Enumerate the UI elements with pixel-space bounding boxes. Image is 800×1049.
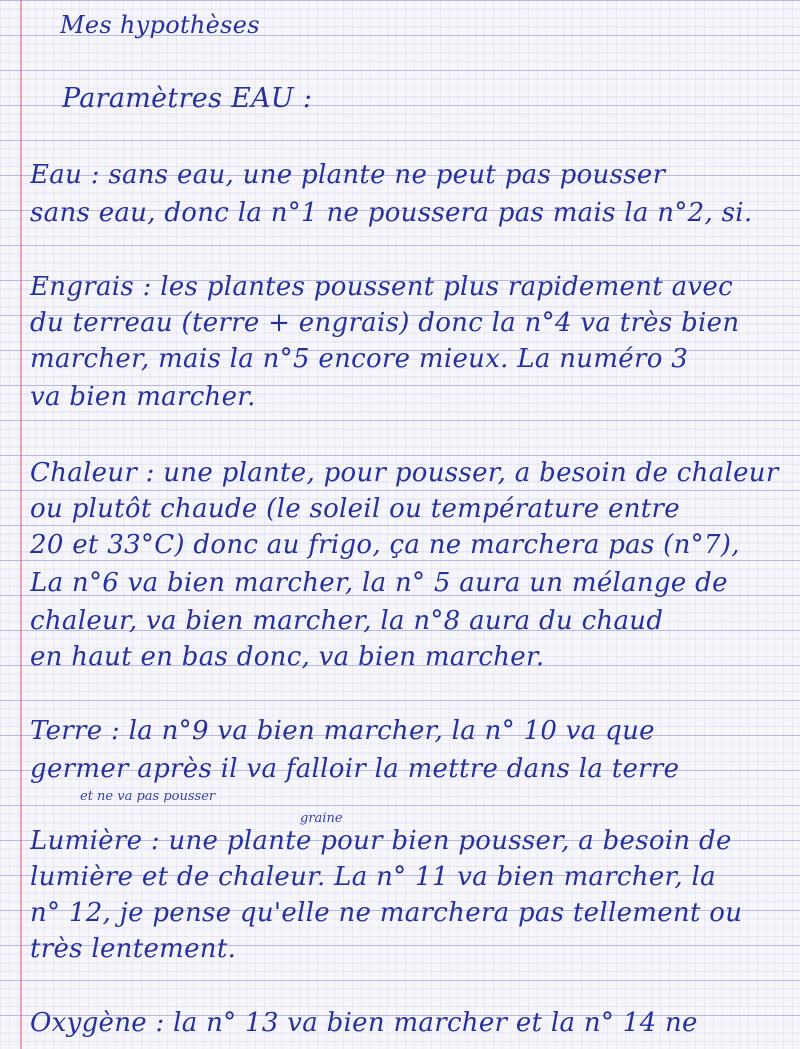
text-line: La n°6 va bien marcher, la n° 5 aura un mélange de	[30, 568, 728, 598]
text-line: ou plutôt chaude (le soleil ou température entre	[30, 494, 680, 524]
text-line: lumière et de chaleur. La n° 11 va bien marcher, la	[30, 862, 716, 892]
text-line: chaleur, va bien marcher, la n°8 aura du chaud	[30, 606, 664, 636]
section-heading: Paramètres EAU :	[62, 83, 313, 114]
text-line: germer après il va falloir la mettre dans la terre	[30, 754, 680, 784]
inserted-note: et ne va pas pousser	[80, 789, 216, 804]
text-line: n° 12, je pense qu'elle ne marchera pas tellement ou	[30, 898, 743, 928]
text-line: en haut en bas donc, va bien marcher.	[30, 642, 545, 672]
text-line: va bien marcher.	[30, 382, 256, 412]
text-line: du terreau (terre + engrais) donc la n°4 va très bien	[30, 308, 740, 338]
text-line: sans eau, donc la n°1 ne poussera pas mais la n°2, si.	[30, 198, 753, 228]
text-line: 20 et 33°C) donc au frigo, ça ne marchera pas (n°7),	[30, 530, 740, 560]
text-line: Terre : la n°9 va bien marcher, la n° 10 va que	[30, 716, 655, 746]
text-line: Oxygène : la n° 13 va bien marcher et la n° 14 ne	[30, 1008, 698, 1038]
text-line: Lumière : une plante pour bien pousser, a besoin de	[30, 826, 732, 856]
text-line: marcher, mais la n°5 encore mieux. La numéro 3	[30, 344, 689, 374]
text-line: Engrais : les plantes poussent plus rapidement avec	[30, 272, 733, 302]
text-line: très lentement.	[30, 934, 237, 964]
page-title: Mes hypothèses	[60, 11, 260, 39]
correction-note: graine	[300, 811, 343, 826]
text-line: Chaleur : une plante, pour pousser, a besoin de chaleur	[30, 458, 779, 488]
text-line: Eau : sans eau, une plante ne peut pas pousser	[30, 160, 666, 190]
